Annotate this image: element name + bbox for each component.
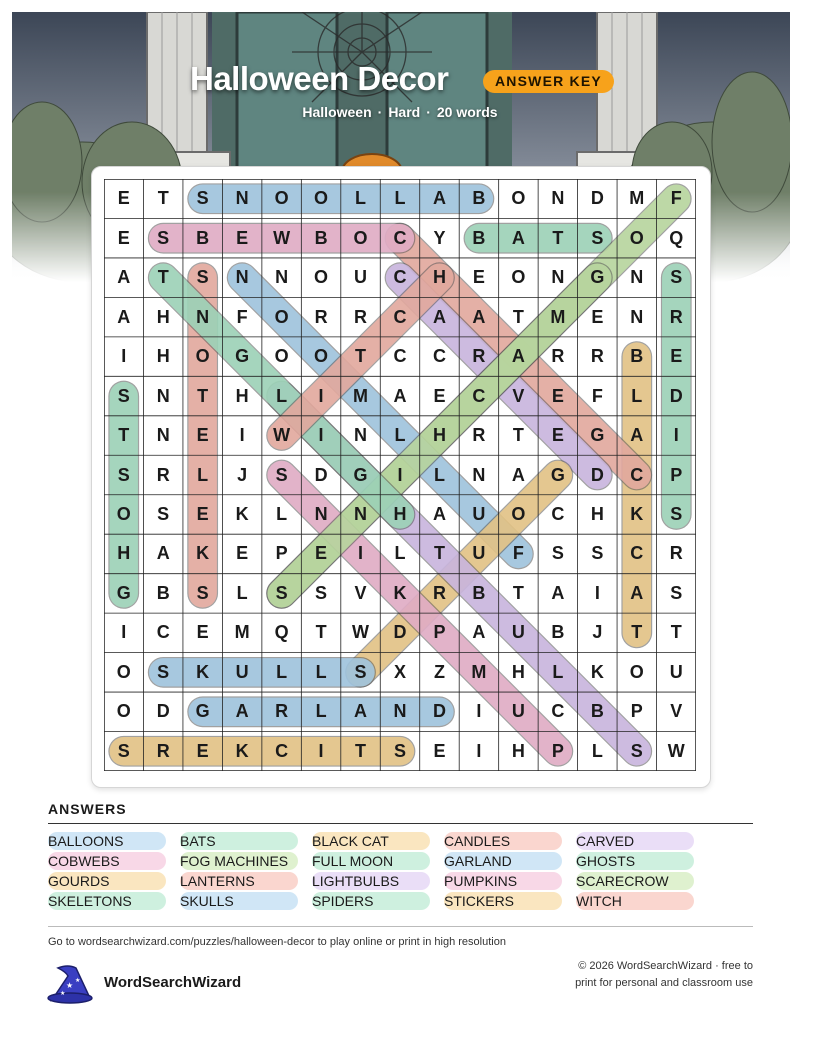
grid-cell: S (591, 543, 604, 564)
grid-cell: R (275, 701, 289, 722)
answer-word (444, 832, 510, 850)
grid-cell: T (670, 622, 682, 643)
answer-word (180, 872, 255, 890)
grid-cell: W (667, 740, 685, 761)
meta-separator: · (377, 104, 383, 120)
grid-cell: F (670, 188, 682, 209)
grid-cell: O (274, 346, 289, 367)
grid-cell: C (393, 227, 407, 248)
grid-cell: P (670, 464, 683, 485)
grid-cell: O (274, 188, 289, 209)
grid-cell: B (472, 188, 486, 209)
grid-cell: R (156, 464, 170, 485)
grid-cell: O (511, 267, 526, 288)
grid-cell: U (511, 622, 525, 643)
grid-cell: W (273, 425, 291, 446)
grid-cell: B (472, 227, 486, 248)
grid-cell: P (551, 740, 564, 761)
grid-cell: L (394, 425, 406, 446)
answer-word-label: COBWEBS (48, 853, 120, 869)
grid-cell: A (472, 306, 486, 327)
meta-difficulty: Hard (388, 104, 421, 120)
answer-word (312, 852, 393, 870)
answer-word-label: SPIDERS (312, 893, 374, 909)
grid-cell: O (274, 306, 289, 327)
answer-word-label: BALLOONS (48, 833, 124, 849)
grid-cell: A (511, 227, 525, 248)
answer-word-label: GHOSTS (576, 853, 636, 869)
grid-cell: U (472, 503, 486, 524)
answer-word (48, 892, 132, 910)
grid-cell: T (157, 267, 169, 288)
grid-cell: H (117, 543, 131, 564)
grid-cell: K (196, 661, 210, 682)
grid-cell: U (511, 701, 525, 722)
grid-cell: I (239, 425, 245, 446)
grid-cell: E (196, 740, 209, 761)
answer-word-label: GOURDS (48, 873, 110, 889)
grid-cell: R (590, 346, 604, 367)
grid-cell: B (156, 582, 170, 603)
grid-cell: H (235, 385, 249, 406)
grid-cell: J (592, 622, 603, 643)
grid-cell: E (117, 227, 130, 248)
grid-cell: N (235, 188, 249, 209)
grid-cell: T (512, 582, 524, 603)
answer-word (444, 852, 512, 870)
grid-cell: K (630, 503, 644, 524)
grid-cell: E (196, 622, 209, 643)
grid-cell: K (196, 543, 210, 564)
copyright-text: © 2026 WordSearchWizard · free to print for personal and classroom use (575, 960, 753, 989)
answer-word-label: FOG MACHINES (180, 853, 289, 869)
answer-word (576, 852, 635, 870)
grid-cell: E (591, 306, 604, 327)
grid-cell: B (590, 701, 604, 722)
grid-cell: T (315, 622, 327, 643)
grid-cell: C (551, 503, 565, 524)
grid-cell: A (393, 385, 407, 406)
grid-cell: T (433, 543, 445, 564)
grid-cell: H (511, 661, 525, 682)
grid-cell: A (432, 306, 446, 327)
grid-cell: G (195, 701, 210, 722)
grid-cell: O (511, 188, 526, 209)
grid-cell: D (590, 464, 604, 485)
grid-cell: X (393, 661, 406, 682)
grid-cell: S (551, 543, 564, 564)
grid-cell: U (235, 661, 249, 682)
grid-cell: R (669, 543, 683, 564)
grid-cell: L (552, 661, 564, 682)
grid-cell: O (629, 661, 644, 682)
grid-cell: M (629, 188, 645, 209)
grid-cell: O (314, 267, 329, 288)
grid-cell: T (631, 622, 643, 643)
grid-cell: O (314, 188, 329, 209)
grid-cell: L (315, 701, 327, 722)
grid-cell: A (511, 464, 525, 485)
grid-cell: B (551, 622, 565, 643)
grid-cell: L (276, 503, 288, 524)
grid-cell: A (432, 503, 446, 524)
puzzle-meta (250, 104, 550, 120)
grid-cell: I (476, 701, 482, 722)
grid-cell: A (117, 306, 131, 327)
grid-cell: M (550, 306, 566, 327)
grid-cell: N (630, 306, 644, 327)
grid-cell: F (591, 385, 603, 406)
grid-cell: O (116, 503, 131, 524)
grid-cell: C (472, 385, 486, 406)
grid-cell: C (393, 306, 407, 327)
grid-cell: R (472, 346, 486, 367)
grid-cell: F (236, 306, 248, 327)
grid-cell: B (630, 346, 644, 367)
grid-cell: S (196, 582, 209, 603)
answer-word (444, 892, 514, 910)
grid-cell: G (353, 464, 368, 485)
grid-cell: O (116, 701, 131, 722)
answer-word-label: LIGHTBULBS (312, 873, 400, 889)
grid-cell: G (235, 346, 250, 367)
grid-cell: T (552, 227, 564, 248)
grid-cell: R (472, 425, 486, 446)
grid-cell: E (236, 543, 249, 564)
svg-text:★: ★ (60, 990, 66, 997)
grid-cell: C (630, 543, 644, 564)
grid-cell: N (156, 425, 170, 446)
grid-cell: M (471, 661, 487, 682)
grid-cell: E (196, 503, 209, 524)
grid-cell: C (551, 701, 565, 722)
answers-heading: ANSWERS (48, 801, 127, 817)
grid-cell: A (117, 267, 131, 288)
grid-cell: N (393, 701, 407, 722)
grid-cell: K (235, 503, 249, 524)
grid-cell: U (354, 267, 368, 288)
grid-cell: A (235, 701, 249, 722)
grid-cell: H (432, 267, 446, 288)
answer-word-label: SKULLS (180, 893, 234, 909)
grid-cell: E (196, 425, 209, 446)
grid-cell: C (393, 267, 407, 288)
grid-cell: L (315, 661, 327, 682)
grid-cell: S (157, 227, 170, 248)
grid-cell: L (197, 464, 209, 485)
grid-cell: M (353, 385, 369, 406)
grid-cell: S (354, 661, 367, 682)
grid-cell: N (196, 306, 210, 327)
answer-word (48, 872, 109, 890)
grid-cell: K (235, 740, 249, 761)
grid-cell: I (397, 464, 403, 485)
grid-cell: V (512, 385, 525, 406)
grid-cell: H (393, 503, 407, 524)
grid-cell: T (197, 385, 209, 406)
grid-cell: N (235, 267, 249, 288)
answer-word (444, 872, 517, 890)
grid-cell: O (353, 227, 368, 248)
grid-cell: S (275, 464, 288, 485)
grid-cell: I (318, 385, 324, 406)
grid-cell: R (551, 346, 565, 367)
grid-cell: S (117, 385, 130, 406)
grid-cell: T (512, 306, 524, 327)
grid-cell: I (121, 622, 127, 643)
grid-cell: E (551, 385, 564, 406)
grid-cell: H (590, 503, 604, 524)
grid-cell: N (156, 385, 170, 406)
answer-word (576, 892, 622, 910)
grid-cell: N (472, 464, 486, 485)
grid-cell: N (275, 267, 289, 288)
answer-word-label: FULL MOON (312, 853, 394, 869)
page-title: Halloween Decor (190, 60, 449, 97)
grid-cell: A (630, 582, 644, 603)
grid-cell: L (591, 740, 603, 761)
grid-cell: A (354, 701, 368, 722)
grid-cell: Q (669, 227, 684, 248)
grid-cell: A (472, 622, 486, 643)
word-search-grid (104, 179, 696, 771)
grid-cell: D (393, 622, 407, 643)
grid-cell: R (432, 582, 446, 603)
grid-cell: L (355, 188, 367, 209)
grid-cell: E (315, 543, 328, 564)
grid-cell: F (512, 543, 524, 564)
answer-word-label: SKELETONS (48, 893, 132, 909)
grid-cell: I (358, 543, 364, 564)
grid-cell: S (670, 582, 683, 603)
grid-cell: D (432, 701, 446, 722)
grid-cell: J (237, 464, 248, 485)
grid-cell: T (157, 188, 169, 209)
grid-cell: U (669, 661, 683, 682)
grid-cell: E (117, 188, 130, 209)
grid-cell: K (393, 582, 407, 603)
answer-word (576, 872, 669, 890)
grid-cell: I (476, 740, 482, 761)
footer-url-text: Go to wordsearchwizard.com/puzzles/halloween-decor to play online or print in high resolution (48, 936, 506, 948)
answer-word-label: PUMPKINS (444, 873, 518, 889)
grid-cell: G (116, 582, 131, 603)
grid-cell: D (156, 701, 170, 722)
grid-cell: R (354, 306, 368, 327)
grid-cell: L (394, 543, 406, 564)
answer-word-label: BLACK CAT (312, 833, 389, 849)
grid-cell: S (315, 582, 328, 603)
answer-word-label: GARLAND (444, 853, 512, 869)
answer-word (312, 892, 373, 910)
grid-cell: P (630, 701, 643, 722)
grid-cell: W (352, 622, 370, 643)
grid-cell: C (156, 622, 170, 643)
answer-word-label: LANTERNS (180, 873, 255, 889)
grid-cell: S (196, 267, 209, 288)
grid-cell: B (472, 582, 486, 603)
meta-separator: · (426, 104, 431, 120)
wizard-hat-icon (46, 962, 94, 1004)
grid-cell: N (630, 267, 644, 288)
answer-word (312, 832, 389, 850)
grid-cell: G (590, 267, 605, 288)
grid-cell: S (630, 740, 643, 761)
grid-cell: O (629, 227, 644, 248)
grid-cell: I (673, 425, 679, 446)
grid-cell: B (196, 227, 210, 248)
grid-cell: S (117, 464, 130, 485)
grid-cell: E (433, 385, 446, 406)
grid-cell: O (195, 346, 210, 367)
grid-cell: A (630, 425, 644, 446)
grid-cell: R (669, 306, 683, 327)
answer-word (180, 852, 288, 870)
grid-cell: H (156, 306, 170, 327)
grid-cell: R (314, 306, 328, 327)
grid-cell: A (551, 582, 565, 603)
grid-cell: C (630, 464, 644, 485)
grid-cell: H (511, 740, 525, 761)
grid-cell: L (276, 385, 288, 406)
grid-cell: D (314, 464, 328, 485)
grid-cell: V (670, 701, 683, 722)
grid-cell: T (355, 740, 367, 761)
answer-word (180, 892, 234, 910)
grid-cell: I (318, 425, 324, 446)
footer-divider (48, 926, 753, 927)
answer-word (48, 832, 123, 850)
grid-cell: G (590, 425, 605, 446)
grid-cell: H (432, 425, 446, 446)
grid-cell: O (116, 661, 131, 682)
grid-cell: E (472, 267, 485, 288)
grid-cell: T (355, 346, 367, 367)
grid-cell: C (275, 740, 289, 761)
grid-cell: T (512, 425, 524, 446)
grid-cell: U (472, 543, 486, 564)
grid-cell: C (432, 346, 446, 367)
grid-cell: E (433, 740, 446, 761)
grid-cell: D (590, 188, 604, 209)
answer-key-badge: ANSWER KEY (483, 70, 614, 93)
grid-cell: O (314, 346, 329, 367)
grid-cell: L (433, 464, 445, 485)
grid-cell: G (550, 464, 565, 485)
grid-cell: E (236, 227, 249, 248)
grid-cell: N (354, 503, 368, 524)
grid-cell: S (157, 503, 170, 524)
grid-cell: S (275, 582, 288, 603)
grid-cell: N (354, 425, 368, 446)
answer-word-label: WITCH (576, 893, 622, 909)
grid-cell: E (670, 346, 683, 367)
grid-cell: L (236, 582, 248, 603)
grid-cell: I (318, 740, 324, 761)
svg-text:★: ★ (75, 977, 81, 984)
grid-cell: S (670, 503, 683, 524)
answer-word-label: CARVED (576, 833, 635, 849)
grid-cell: L (631, 385, 643, 406)
answer-word-label: STICKERS (444, 893, 515, 909)
grid-cell: H (156, 346, 170, 367)
grid-cell: L (394, 188, 406, 209)
grid-cell: S (393, 740, 406, 761)
grid-cell: A (156, 543, 170, 564)
answer-word (576, 832, 634, 850)
grid-cell: M (234, 622, 250, 643)
grid-cell: K (590, 661, 604, 682)
grid-cell: S (157, 661, 170, 682)
grid-cell: O (511, 503, 526, 524)
answer-word-label: CANDLES (444, 833, 511, 849)
grid-cell: Z (433, 661, 445, 682)
grid-cell: N (551, 188, 565, 209)
grid-cell: N (314, 503, 328, 524)
grid-cell: Y (433, 227, 446, 248)
grid-cell: V (354, 582, 367, 603)
svg-text:★: ★ (66, 981, 74, 990)
grid-cell: S (117, 740, 130, 761)
grid-cell: B (314, 227, 328, 248)
grid-cell: A (511, 346, 525, 367)
answer-word-label: SCARECROW (576, 873, 669, 889)
grid-cell: S (196, 188, 209, 209)
answer-word (48, 852, 120, 870)
grid-cell: P (275, 543, 288, 564)
answer-word-label: BATS (180, 833, 216, 849)
grid-cell: R (156, 740, 170, 761)
grid-cell: D (669, 385, 683, 406)
meta-theme: Halloween (302, 104, 372, 120)
grid-cell: Q (274, 622, 289, 643)
grid-cell: S (670, 267, 683, 288)
grid-cell: L (276, 661, 288, 682)
grid-cell: S (591, 227, 604, 248)
grid-cell: I (121, 346, 127, 367)
grid-cell: W (273, 227, 291, 248)
grid-cell: N (551, 267, 565, 288)
grid-cell: T (118, 425, 130, 446)
answer-word (180, 832, 216, 850)
grid-cell: C (393, 346, 407, 367)
grid-cell: I (594, 582, 600, 603)
grid-cell: P (433, 622, 446, 643)
brand-name: WordSearchWizard (104, 974, 242, 991)
answer-word (312, 872, 399, 890)
meta-word-count: 20 words (436, 104, 498, 120)
answers-divider (48, 823, 753, 824)
grid-cell: E (551, 425, 564, 446)
grid-cell: A (432, 188, 446, 209)
